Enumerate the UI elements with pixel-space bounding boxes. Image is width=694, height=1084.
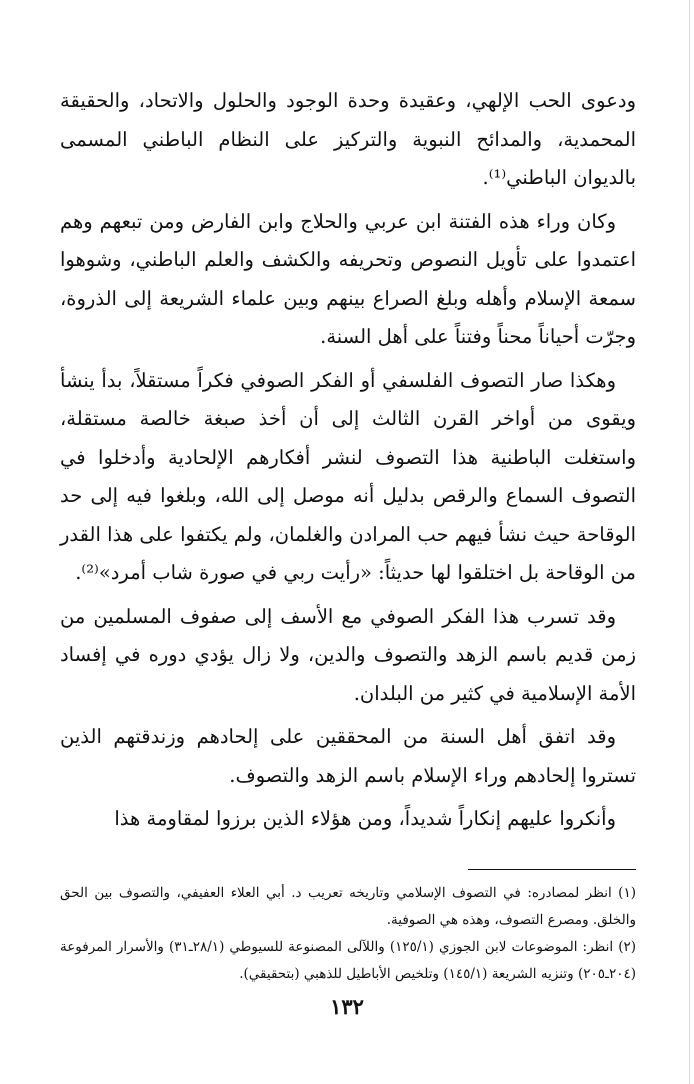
paragraph-4: وقد تسرب هذا الفكر الصوفي مع الأسف إلى صفوف المسلمين من زمن قديم باسم الزهد والتصوف والدين، ولا زال يؤدي دوره في إفساد الأمة الإسلامية في كثير من البلدان. [60,604,636,705]
page-number: ١٣٢ [330,994,364,1019]
footnote-2: (٢) انظر: الموضوعات لابن الجوزي (١٢٥/١) واللآلى المصنوعة للسيوطي (٢٨/١ـ٣١) والأسرار المرفوعة (٢٠٤ـ٢٠٥) وتنزيه الشريعة (١٤٥/١) وتلخيص الأباطيل للذهبي (بتحقيقي). [60,938,637,982]
page-edge-line [689,0,690,1084]
body-text [60,82,636,839]
footnotes [60,880,636,988]
paragraph-5: وقد اتفق أهل السنة من المحققين على إلحادهم وزندقتهم الذين تستروا إلحادهم وراء الإسلام باسم الزهد والتصوف. [60,725,636,787]
paragraph-3: وهكذا صار التصوف الفلسفي أو الفكر الصوفي فكراً مستقلاً، بدأ ينشأ ويقوى من أواخر القرن الثالث إلى أن أخذ صبغة خالصة مستقلة، واستغلت الباطنية هذا التصوف لنشر أفكارهم الإلحادية وأدخلوا في التصوف السماع والرقص بدليل أنه موصل إلى الله، وبلغوا فيه إلى حد الوقاحة حيث نشأ فيهم حب المرادن والغلمان، ولم يكتفوا على هذا القدر من الوقاحة بل اختلقوا لها حديثاً: «رأيت ربي في صورة شاب أمرد»⁽²⁾. [60,368,636,584]
paragraph-6: وأنكروا عليهم إنكاراً شديداً، ومن هؤلاء الذين برزوا لمقاومة هذا [114,807,616,830]
paragraph-1: ودعوى الحب الإلهي، وعقيدة وحدة الوجود والحلول والاتحاد، والحقيقة المحمدية، والمدائح النبوية والتركيز على النظام الباطني المسمى بالديوان الباطني⁽¹⁾. [60,89,636,189]
paragraph-2: وكان وراء هذه الفتنة ابن عربي والحلاج وابن الفارض ومن تبعهم وهم اعتمدوا على تأويل النصوص وتحريفه والكشف والعلم الباطني، وشوهوا سمعة الإسلام وأهله وبلغ الصراع بينهم وبين علماء الشريعة إلى الذروة، وجرّت أحياناً محناً وفتناً على أهل السنة. [60,209,636,348]
footnote-divider [468,869,636,870]
footnote-1: (١) انظر لمصادره: في التصوف الإسلامي وتاريخه تعريب د. أبي العلاء العفيفي، والتصوف بين الحق والخلق. ومصرع التصوف، وهذه هي الصوفية. [60,884,636,928]
